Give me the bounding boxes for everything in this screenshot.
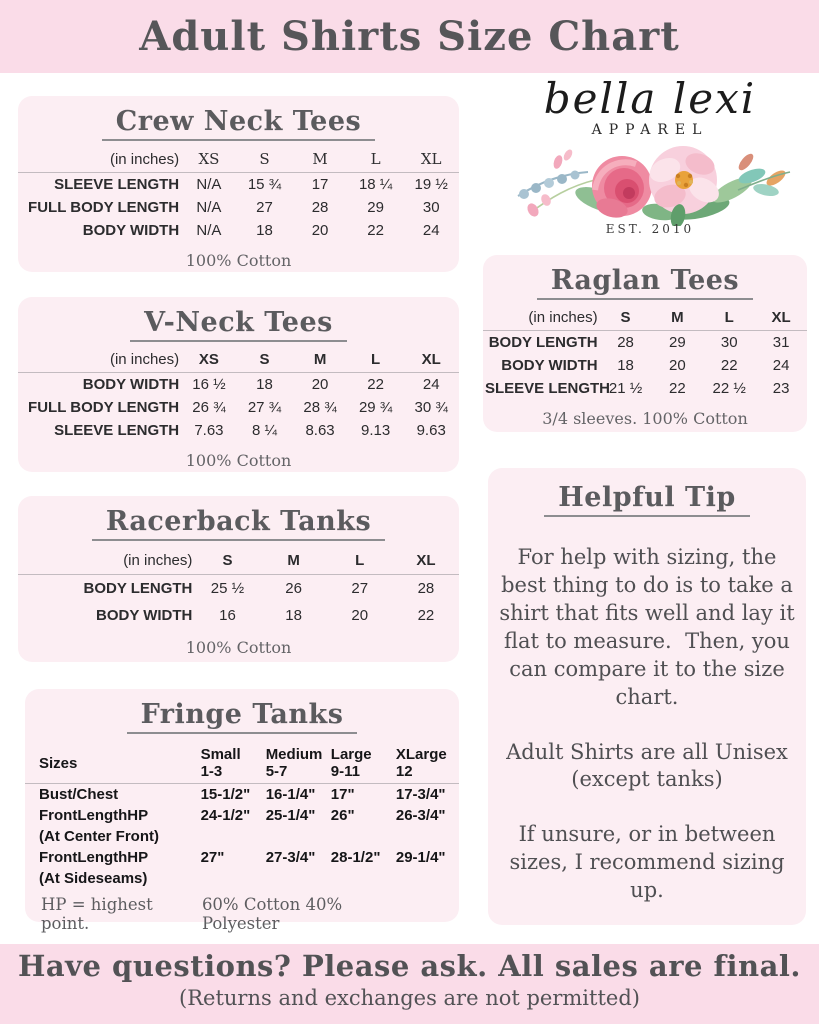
fringe-size-range: 1-3	[200, 763, 223, 780]
brand-subtitle: APPAREL	[591, 122, 709, 138]
fringe-measurement-value: 15-1/2"	[200, 786, 251, 803]
measurement-value: 29	[669, 334, 686, 351]
crew-neck-tees-table	[18, 147, 459, 242]
measurement-label: BODY WIDTH	[82, 376, 180, 393]
fringe-measurement-row	[25, 847, 459, 868]
measurement-value: 16	[219, 607, 236, 624]
size-col-header: S	[237, 348, 293, 373]
size-header-row	[18, 147, 459, 173]
fringe-note-hp: HP = highest point.	[41, 895, 153, 933]
measurement-value: 22	[367, 376, 384, 393]
measurement-label: BODY WIDTH	[501, 357, 598, 374]
fringe-measurement-value: 24-1/2"	[200, 807, 251, 824]
racerback-tanks-table	[18, 547, 459, 629]
size-col-header: XS	[181, 147, 237, 173]
fringe-measurement-label: FrontLengthHP	[39, 807, 149, 824]
fringe-sub-label-row	[25, 826, 459, 847]
fringe-size-range: 9-11	[330, 763, 360, 780]
fringe-measurement-value: 17-3/4"	[395, 786, 446, 803]
size-col-header: XL	[403, 147, 459, 173]
measurement-value: 21 ½	[608, 380, 643, 397]
fringe-tanks-title: Fringe Tanks	[127, 699, 358, 734]
watercolor-flowers-icon	[500, 138, 800, 226]
fringe-header-row	[25, 744, 459, 784]
measurement-value: 23	[772, 380, 790, 397]
raglan-tees-card	[483, 255, 807, 432]
size-table	[18, 348, 459, 442]
fringe-measurement-row	[25, 805, 459, 826]
size-col-header: L	[703, 306, 755, 331]
fringe-measurement-value: 17"	[330, 786, 355, 803]
footer-band	[0, 944, 819, 1024]
fringe-size-col-header	[199, 744, 264, 784]
measurement-value: 20	[669, 357, 686, 374]
measurement-value: 27	[256, 199, 273, 216]
measurement-value: 22	[669, 380, 686, 397]
measurement-value: 18	[256, 222, 273, 239]
size-col-header: S	[237, 147, 293, 173]
fringe-measurement-value: 26"	[330, 807, 355, 824]
size-col-header: L	[327, 547, 393, 575]
measurement-value: 24	[772, 357, 790, 374]
racerback-tanks-title: Racerback Tanks	[92, 506, 385, 541]
fringe-sub-label-row	[25, 868, 459, 889]
measurement-label: SLEEVE LENGTH	[485, 380, 611, 397]
measurement-row	[18, 173, 459, 197]
fringe-sub-label: (At Sideseams)	[39, 870, 148, 887]
size-col-header: S	[194, 547, 260, 575]
size-header-row	[18, 348, 459, 373]
fringe-measurement-value: 26-3/4"	[395, 807, 446, 824]
size-table	[18, 147, 459, 242]
measurement-value: 19 ½	[414, 176, 448, 193]
helpful-tip-title: Helpful Tip	[544, 482, 749, 517]
measurement-label: FULL BODY LENGTH	[28, 199, 180, 216]
v-neck-tees-card	[18, 297, 459, 472]
measurement-label: BODY WIDTH	[96, 607, 193, 624]
measurement-value: N/A	[196, 222, 222, 239]
fringe-tanks-card	[25, 689, 459, 933]
measurement-value: 18 ¼	[358, 176, 393, 193]
measurement-row	[483, 377, 807, 400]
size-col-header: XL	[755, 306, 807, 331]
size-col-header: XL	[393, 547, 459, 575]
fringe-size-col-header	[264, 744, 329, 784]
size-table	[483, 306, 807, 400]
fringe-measurement-value: 28-1/2"	[330, 849, 381, 866]
size-col-header: S	[600, 306, 652, 331]
brand-established: EST. 2010	[605, 222, 695, 236]
fringe-note-fabric: 60% Cotton 40% Polyester	[201, 895, 343, 933]
measurement-value: 31	[772, 334, 790, 351]
title-band	[0, 0, 819, 73]
size-col-header: M	[261, 547, 327, 575]
size-header-row	[483, 306, 807, 331]
fringe-measurement-row	[25, 784, 459, 806]
measurement-value: 17	[311, 176, 329, 193]
footer-returns-line: (Returns and exchanges are not permitted)	[179, 986, 640, 1010]
unit-label: (in inches)	[483, 306, 600, 331]
tip-paragraph-sizing: For help with sizing, the best thing to do is to take a shirt that fits well and lay it flat to measure. Then, you can compare it to the size chart.	[499, 545, 802, 709]
measurement-label: SLEEVE LENGTH	[54, 176, 180, 193]
measurement-value: 30 ¾	[414, 399, 448, 416]
size-table	[18, 547, 459, 629]
measurement-value: 22	[720, 357, 738, 374]
fringe-measurement-value: 25-1/4"	[265, 807, 316, 824]
racerback-fabric-note: 100% Cotton	[185, 638, 292, 657]
fringe-measurement-value: 27-3/4"	[265, 849, 316, 866]
measurement-value: 22 ½	[712, 380, 746, 397]
measurement-value: 7.63	[194, 422, 224, 439]
fringe-size-range: 12	[395, 763, 413, 780]
fringe-size-table	[25, 744, 459, 889]
measurement-value: 20	[311, 222, 329, 239]
helpful-tip-card	[488, 468, 806, 925]
v-neck-tees-table	[18, 348, 459, 442]
measurement-value: 25 ½	[210, 580, 245, 597]
fringe-measurement-label: Bust/Chest	[39, 786, 119, 803]
brand-name: bella lexi	[543, 74, 757, 123]
size-col-header: M	[292, 147, 348, 173]
measurement-value: N/A	[196, 199, 222, 216]
measurement-value: 18	[256, 376, 273, 393]
raglan-tees-title: Raglan Tees	[537, 265, 753, 300]
measurement-value: 28	[311, 199, 329, 216]
crew-neck-tees-card	[18, 96, 459, 272]
measurement-row	[18, 602, 459, 629]
size-col-header: L	[348, 147, 404, 173]
measurement-value: 18	[617, 357, 634, 374]
measurement-row	[18, 373, 459, 397]
fringe-measurement-value: 16-1/4"	[265, 786, 316, 803]
unit-label: (in inches)	[18, 348, 181, 373]
unit-label: (in inches)	[18, 147, 181, 173]
measurement-value: 24	[422, 376, 440, 393]
size-col-header: L	[348, 348, 404, 373]
measurement-value: 18	[285, 607, 302, 624]
measurement-label: BODY LENGTH	[83, 580, 193, 597]
fringe-size-name: XLarge	[395, 746, 447, 763]
raglan-tees-table	[483, 306, 807, 400]
fringe-size-name: Large	[330, 746, 372, 763]
measurement-label: FULL BODY LENGTH	[28, 399, 180, 416]
measurement-value: 30	[720, 334, 738, 351]
measurement-value: 26	[285, 580, 302, 597]
raglan-fabric-note: 3/4 sleeves. 100% Cotton	[542, 409, 748, 428]
measurement-row	[483, 354, 807, 377]
page-title: Adult Shirts Size Chart	[139, 13, 680, 60]
fringe-size-range: 5-7	[265, 763, 288, 780]
measurement-row	[18, 219, 459, 242]
fringe-size-name: Small	[200, 746, 241, 763]
fringe-notes	[25, 889, 459, 933]
measurement-value: 9.13	[361, 422, 391, 439]
measurement-value: N/A	[196, 176, 222, 193]
fringe-measurement-value: 27"	[200, 849, 225, 866]
v-neck-tees-title: V-Neck Tees	[130, 307, 347, 342]
measurement-row	[483, 331, 807, 355]
racerback-tanks-card	[18, 496, 459, 662]
measurement-value: 28 ¾	[303, 399, 337, 416]
measurement-label: SLEEVE LENGTH	[54, 422, 180, 439]
crew-fabric-note: 100% Cotton	[185, 251, 292, 270]
fringe-size-col-header	[394, 744, 459, 784]
measurement-label: BODY WIDTH	[82, 222, 180, 239]
fringe-sub-label: (At Center Front)	[39, 828, 159, 845]
crew-neck-tees-title: Crew Neck Tees	[102, 106, 376, 141]
fringe-size-col-header	[329, 744, 394, 784]
measurement-value: 20	[311, 376, 329, 393]
fringe-tanks-table	[25, 744, 459, 889]
measurement-label: BODY LENGTH	[488, 334, 598, 351]
measurement-value: 26 ¾	[192, 399, 226, 416]
brand-logo	[492, 74, 808, 252]
footer-questions-line: Have questions? Please ask. All sales are final.	[17, 949, 802, 983]
measurement-value: 16 ½	[192, 376, 226, 393]
fringe-size-name: Medium	[265, 746, 323, 763]
measurement-value: 8.63	[305, 422, 335, 439]
measurement-row	[18, 196, 459, 219]
measurement-value: 29 ¾	[358, 399, 393, 416]
unit-label: (in inches)	[18, 547, 194, 575]
measurement-value: 28	[417, 580, 435, 597]
measurement-value: 22	[417, 607, 435, 624]
size-col-header: M	[292, 348, 348, 373]
vneck-fabric-note: 100% Cotton	[185, 451, 292, 470]
measurement-value: 24	[422, 222, 440, 239]
measurement-value: 28	[617, 334, 634, 351]
tip-paragraph-size-up: If unsure, or in between sizes, I recommend sizing up.	[509, 822, 792, 903]
size-col-header: M	[651, 306, 703, 331]
measurement-row	[18, 396, 459, 419]
size-col-header: XL	[403, 348, 459, 373]
measurement-row	[18, 575, 459, 603]
size-header-row	[18, 547, 459, 575]
fringe-measurement-value: 29-1/4"	[395, 849, 446, 866]
measurement-value: 22	[367, 222, 384, 239]
fringe-sizes-label: Sizes	[25, 744, 199, 784]
measurement-value: 27 ¾	[247, 399, 282, 416]
measurement-value: 8 ¼	[251, 422, 278, 439]
size-col-header: XS	[181, 348, 237, 373]
measurement-value: 30	[422, 199, 440, 216]
measurement-value: 20	[351, 607, 369, 624]
measurement-value: 27	[351, 580, 369, 597]
measurement-value: 9.63	[416, 422, 446, 439]
measurement-value: 29	[367, 199, 384, 216]
measurement-row	[18, 419, 459, 442]
measurement-value: 15 ¾	[247, 176, 282, 193]
fringe-measurement-label: FrontLengthHP	[39, 849, 149, 866]
tip-paragraph-unisex: Adult Shirts are all Unisex (except tanks)	[506, 739, 795, 792]
